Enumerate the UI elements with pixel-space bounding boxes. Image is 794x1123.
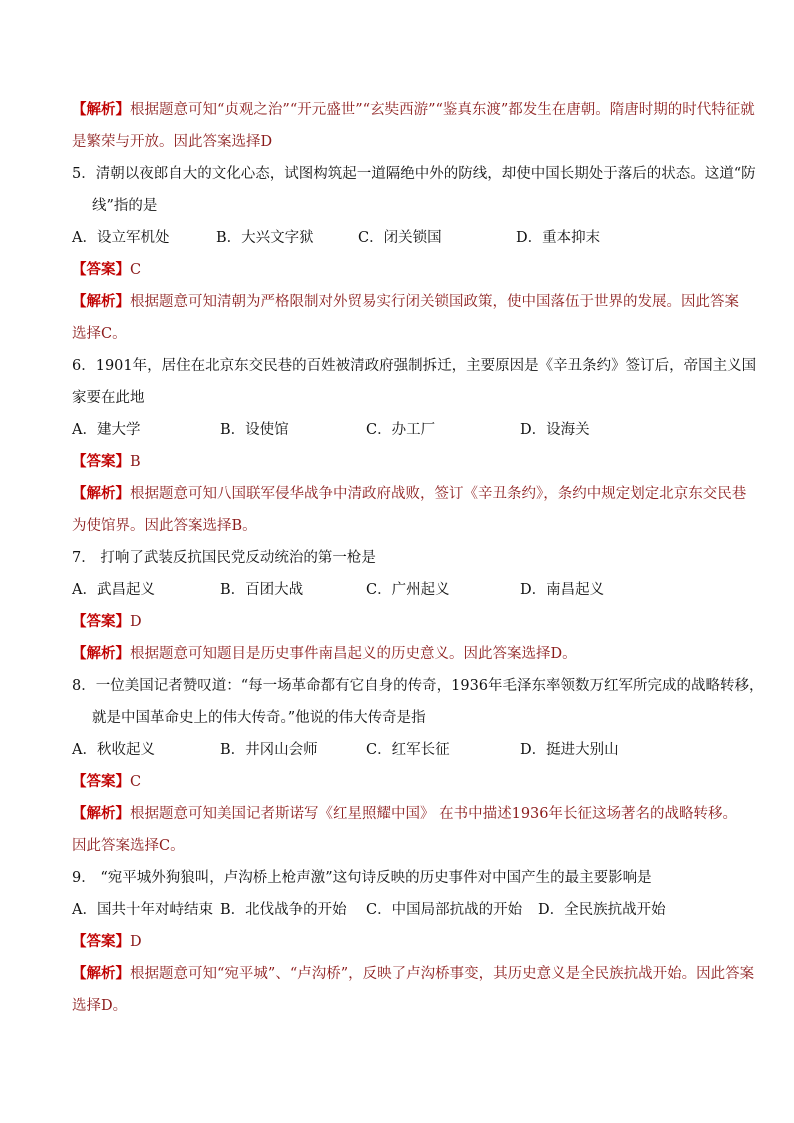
option-d: D．挺进大别山 (520, 742, 619, 758)
option-c: C．广州起义 (366, 582, 450, 598)
question-8-stem-cont: 就是中国革命史上的伟大传奇。”他说的伟大传奇是指 (92, 710, 426, 726)
analysis-tag: 【解析】 (72, 101, 130, 118)
analysis-line: 因此答案选择C。 (72, 838, 185, 854)
analysis-tag: 【解析】 (72, 485, 130, 502)
answer-tag: 【答案】 (72, 613, 130, 630)
option-b: B．设使馆 (220, 422, 289, 438)
analysis-text: 根据题意可知八国联军侵华战争中清政府战败，签订《辛丑条约》，条约中规定划定北京东交民巷 (130, 486, 747, 502)
answer-line (72, 452, 141, 472)
analysis-line (72, 644, 577, 664)
analysis-line (72, 964, 754, 984)
analysis-line (72, 804, 737, 824)
option-c: C．红军长征 (366, 742, 450, 758)
option-a: A．国共十年对峙结束 (72, 902, 213, 918)
answer-line (72, 612, 142, 632)
answer-tag: 【答案】 (72, 933, 130, 950)
answer-tag: 【答案】 (72, 453, 130, 470)
option-d: D．南昌起义 (520, 582, 605, 598)
option-a: A．设立军机处 (72, 230, 170, 246)
option-d: D．全民族抗战开始 (538, 902, 666, 918)
question-5-stem: 5．清朝以夜郎自大的文化心态，试图构筑起一道隔绝中外的防线，却使中国长期处于落后的状态。这道“防 (72, 166, 756, 182)
analysis-line: 是繁荣与开放。因此答案选择D (72, 134, 273, 150)
answer-line (72, 932, 142, 952)
question-7-stem: 7． 打响了武装反抗国民党反动统治的第一枪是 (72, 550, 376, 566)
analysis-text: 根据题意可知“宛平城”、“卢沟桥”，反映了卢沟桥事变，其历史意义是全民族抗战开始。因此答案 (130, 966, 755, 982)
analysis-text: 根据题意可知清朝为严格限制对外贸易实行闭关锁国政策，使中国落伍于世界的发展。因此答案 (130, 294, 739, 310)
answer-tag: 【答案】 (72, 773, 130, 790)
answer-line (72, 260, 141, 280)
analysis-line (72, 292, 739, 312)
option-b: B．北伐战争的开始 (220, 902, 347, 918)
answer-value: B (130, 454, 141, 470)
question-6-stem-cont: 家要在此地 (72, 390, 145, 406)
answer-tag: 【答案】 (72, 261, 130, 278)
option-d: D．重本抑末 (516, 230, 601, 246)
answer-value: C (130, 774, 142, 790)
analysis-line: 选择D。 (72, 998, 128, 1014)
analysis-line: 选择C。 (72, 326, 127, 342)
option-b: B．百团大战 (220, 582, 304, 598)
answer-value: D (130, 614, 142, 630)
question-5-stem-cont: 线”指的是 (92, 198, 158, 214)
analysis-tag: 【解析】 (72, 645, 130, 662)
option-a: A．武昌起义 (72, 582, 155, 598)
answer-value: C (130, 262, 142, 278)
option-b: B．井冈山会师 (220, 742, 318, 758)
analysis-line (72, 484, 746, 504)
option-c: C．办工厂 (366, 422, 436, 438)
option-a: A．建大学 (72, 422, 141, 438)
analysis-text: 根据题意可知美国记者斯诺写《红星照耀中国》 在书中描述1936年长征这场著名的战略转移。 (130, 806, 738, 822)
option-d: D．设海关 (520, 422, 590, 438)
option-b: B．大兴文字狱 (216, 230, 314, 246)
question-8-stem: 8．一位美国记者赞叹道：“每一场革命都有它自身的传奇，1936年毛泽东率领数万红军所完成的战略转移， (72, 678, 764, 694)
option-c: C．闭关锁国 (358, 230, 442, 246)
option-c: C．中国局部抗战的开始 (366, 902, 523, 918)
analysis-tag: 【解析】 (72, 965, 130, 982)
question-9-stem: 9． “宛平城外狗狼叫，卢沟桥上枪声激”这句诗反映的历史事件对中国产生的最主要影响是 (72, 870, 652, 886)
analysis-text: 根据题意可知“贞观之治”“开元盛世”“玄奘西游”“鉴真东渡”都发生在唐朝。隋唐时期的时代特征就 (130, 102, 755, 118)
option-a: A．秋收起义 (72, 742, 155, 758)
answer-line (72, 772, 141, 792)
analysis-text: 根据题意可知题目是历史事件南昌起义的历史意义。因此答案选择D。 (130, 646, 577, 662)
analysis-tag: 【解析】 (72, 805, 130, 822)
analysis-tag: 【解析】 (72, 293, 130, 310)
question-6-stem: 6．1901年，居住在北京东交民巷的百姓被清政府强制拆迁，主要原因是《辛丑条约》签订后，帝国主义国 (72, 358, 757, 374)
analysis-line: 为使馆界。因此答案选择B。 (72, 518, 257, 534)
analysis-line (72, 100, 755, 120)
answer-value: D (130, 934, 142, 950)
